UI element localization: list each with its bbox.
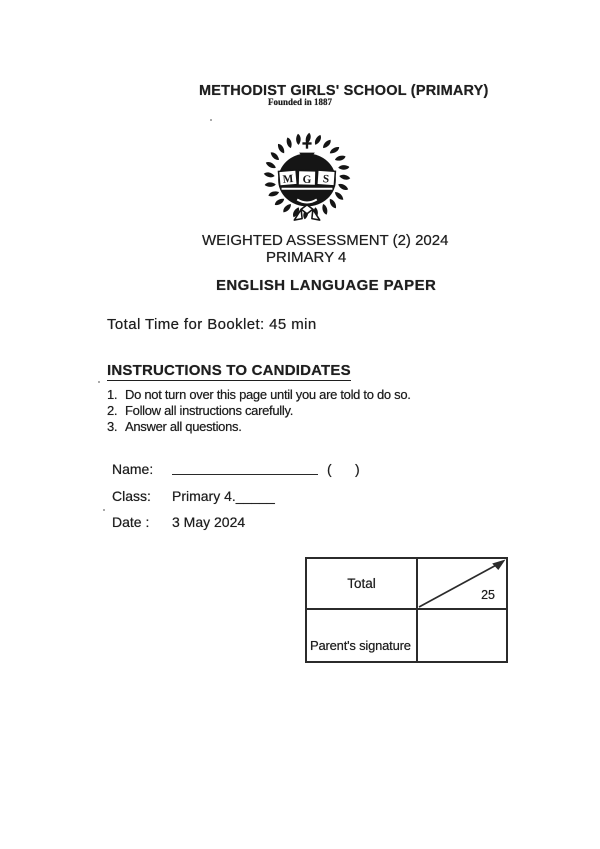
class-blank-line: _____ (235, 488, 275, 504)
instruction-item (107, 419, 411, 435)
instruction-text: Do not turn over this page until you are told to do so. (125, 387, 411, 402)
cross-icon (299, 140, 315, 158)
crest-letter-g: G (302, 173, 312, 187)
max-score: 25 (481, 588, 495, 602)
instructions-list (107, 387, 411, 435)
total-label: Total (347, 576, 376, 591)
school-name: METHODIST GIRLS' SCHOOL (PRIMARY) (199, 83, 489, 99)
crest-letter-s: S (322, 173, 330, 186)
name-label: Name: (112, 461, 154, 477)
instruction-item (107, 387, 411, 403)
instruction-text: Follow all instructions carefully. (125, 403, 294, 418)
parent-signature-blank-cell (418, 610, 506, 661)
scan-speck (210, 119, 212, 121)
crest-letter-m: M (282, 172, 294, 186)
score-table (305, 557, 508, 663)
index-parentheses: ( ) (327, 461, 360, 477)
paper-title: ENGLISH LANGUAGE PAPER (216, 277, 437, 294)
level-title: PRIMARY 4 (266, 249, 347, 266)
date-value: 3 May 2024 (172, 514, 246, 530)
founded-text: Founded in 1887 (268, 97, 333, 107)
scan-speck (98, 381, 100, 383)
instructions-heading: INSTRUCTIONS TO CANDIDATES (107, 362, 351, 379)
date-label: Date : (112, 514, 150, 530)
total-score-cell (418, 559, 506, 610)
parent-signature-label: Parent's signature (310, 638, 411, 653)
school-crest-logo (262, 131, 352, 225)
assessment-title: WEIGHTED ASSESSMENT (2) 2024 (202, 232, 449, 249)
name-blank-line (172, 474, 318, 475)
instruction-number: 2. (107, 403, 118, 418)
class-label: Class: (112, 488, 151, 504)
total-time-text: Total Time for Booklet: 45 min (107, 316, 317, 333)
instruction-item (107, 403, 411, 419)
scan-speck (103, 509, 105, 511)
class-value: Primary 4._____ (172, 488, 275, 504)
instruction-number: 1. (107, 387, 118, 402)
total-label-cell (307, 559, 418, 610)
parent-signature-label-cell (307, 610, 418, 661)
instruction-number: 3. (107, 419, 118, 434)
instruction-text: Answer all questions. (125, 419, 242, 434)
